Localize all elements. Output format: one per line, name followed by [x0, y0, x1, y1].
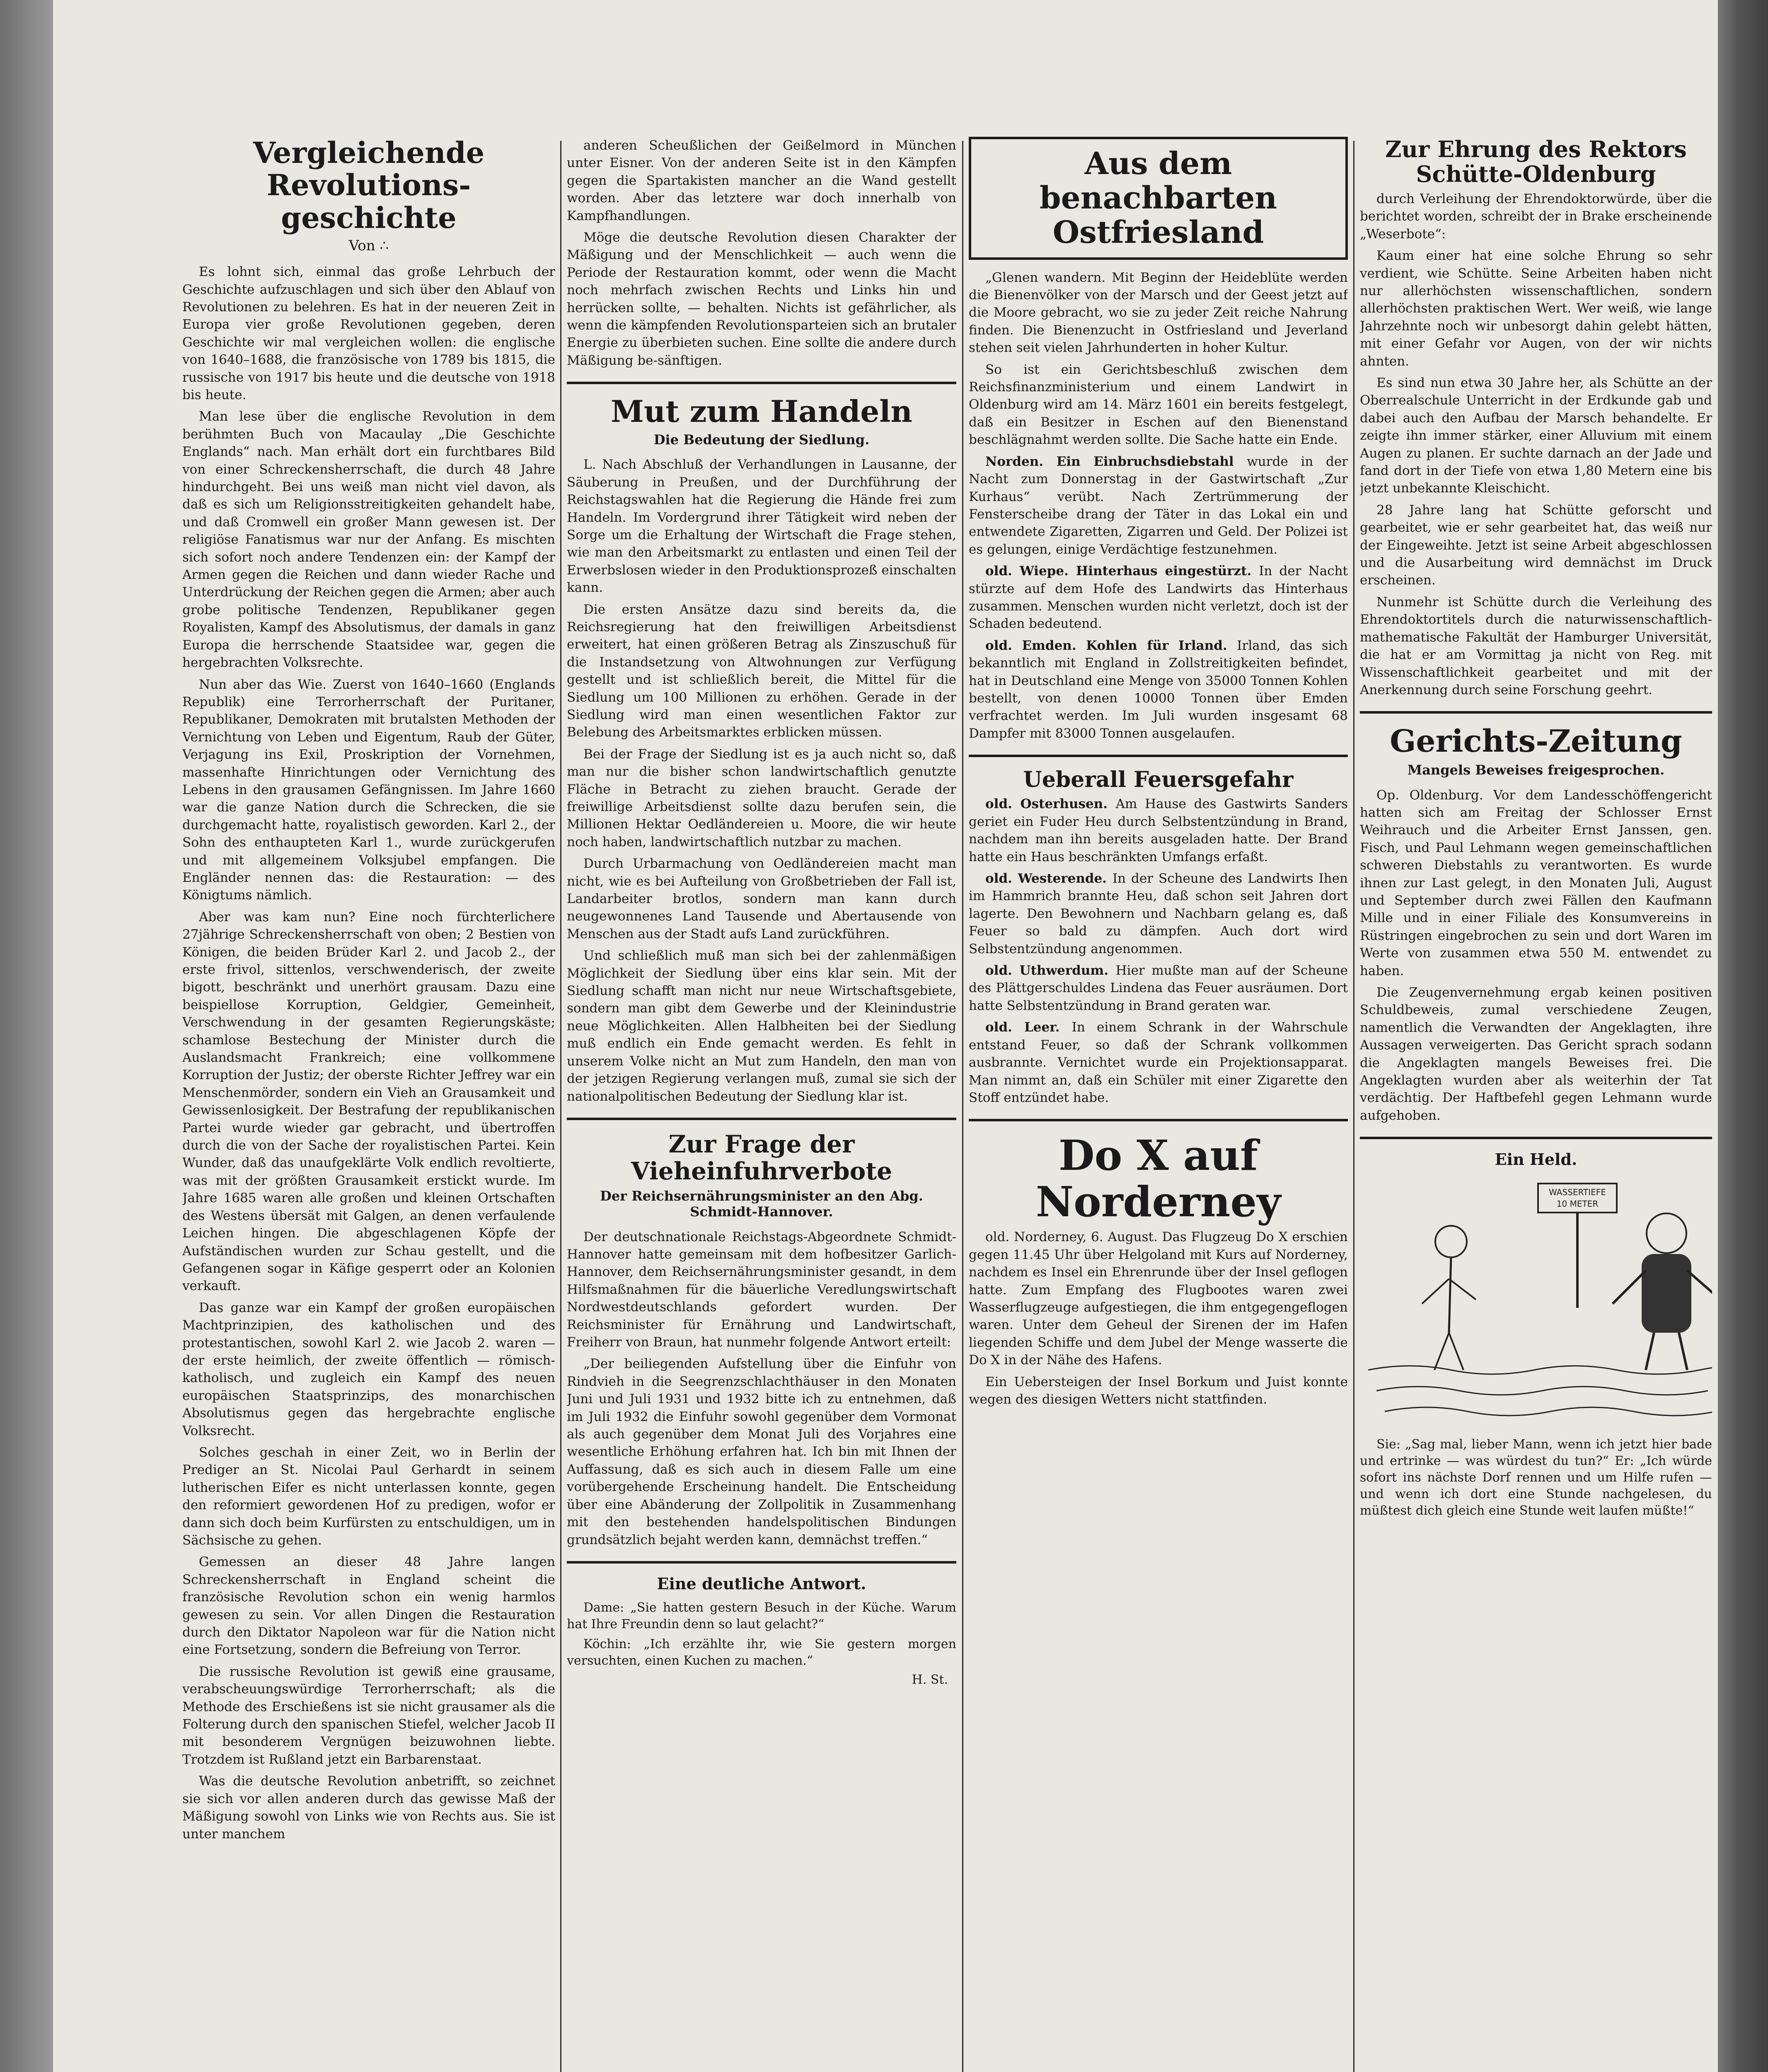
paragraph: Die Zeugenvernehmung ergab keinen positiven Schuldbeweis, zumal verschiedene Zeugen, namentlich die Verwandten der Angeklagten, ihre Aussagen verweigerten. Das Gericht sprach sodann die Angeklagten mangels Beweises frei. Die Angeklagten wurden aber als weiterhin der Tat verdächtig. Der Haftbefehl gegen Lehmann wurde aufgehoben.	[1360, 985, 1712, 1123]
news-item-head: old. Westerende.	[985, 871, 1113, 886]
article-divider	[1360, 1137, 1712, 1139]
article-headline: Ueberall Feuersgefahr	[1023, 767, 1294, 793]
column-rule	[560, 141, 561, 2072]
article-headline: Eine deutliche Antwort.	[657, 1574, 866, 1593]
news-item	[969, 637, 1348, 742]
paragraph: Möge die deutsche Revolution diesen Charakter der Mäßigung und der Menschlichkeit — auch wenn die Periode der Restauration kommt, oder wenn die Macht noch mehrfach zwischen Rechts und Links hin und herrücken sollte, — behalten. Nichts ist gefährlicher, als wenn die kämpfenden Revolutionsparteien sich an brutaler Energie zu überbieten suchen. Eine sollte die andere durch Mäßigung be-sänftigen.	[567, 230, 956, 368]
news-list	[969, 795, 1348, 1106]
article-divider	[567, 1561, 956, 1564]
column-rule	[1353, 141, 1354, 2072]
paragraph: Bei der Frage der Siedlung ist es ja auch nicht so, daß man nur die bisher schon landwirtschaftlich genutzte Fläche in Betracht zu ziehen braucht. Gerade der freiwillige Arbeitsdienst sollte dazu berufen sein, die Millionen Hektar Oedländereien u. Moore, die wir heute noch haben, landwirtschaftlich nutzbar zu machen.	[567, 746, 956, 850]
article-headline: Mut zum Handeln	[611, 394, 912, 429]
paragraph: Gemessen an dieser 48 Jahre langen Schreckensherrschaft in England scheint die französische Revolution schon ein wenig harmlos gewesen zu sein. Vor allen Dingen die Restauration durch den Diktator Napoleon war für die Nation nicht eine Fortsetzung, sondern die Befreiung von Terror.	[182, 1554, 555, 1658]
news-item-head: old. Uthwerdum.	[985, 963, 1116, 978]
article-body	[567, 1600, 956, 1669]
article-byline: Von ∴	[348, 237, 389, 254]
article-divider	[969, 755, 1348, 757]
news-item-text: wurde in der Nacht zum Donnerstag in der Gastwirtschaft „Zur Kurhaus“ verübt. Nach Zertrümmerung der Fensterscheibe drang der Täter in das Lokal ein und entwendete Zigaretten, Zigarren und Geld. Der Polizei ist es gelungen, einige Verdächtige festzunehmen.	[969, 454, 1348, 557]
article-body	[969, 1228, 1348, 1408]
paragraph: Op. Oldenburg. Vor dem Landesschöffengericht hatten sich am Freitag der Schlosser Ernst Weihrauch und die Arbeiter Ernst Janssen, gen. Fisch, und Paul Lehmann wegen gemeinschaftlichen schweren Diebstahls zu verantworten. Es wurde ihnen zur Last gelegt, in den Monaten Juli, August und September durch zwei Fällen den Kaufmann Mille und in einer Filiale des Konsumvereins in Rüstringen eingebrochen zu sein und dort Waren im Werte von zusammen etwa 550 M. entwendet zu haben.	[1360, 787, 1712, 978]
article-body	[182, 263, 555, 1843]
svg-text:10 METER: 10 METER	[1556, 1199, 1599, 1209]
news-item-head: old. Osterhusen.	[985, 796, 1116, 812]
article-headline: Gerichts-Zeitung	[1390, 724, 1682, 760]
paragraph: old. Norderney, 6. August. Das Flugzeug Do X erschien gegen 11.45 Uhr über Helgoland mit Kurs auf Norderney, nachdem es Insel ein Ehrenrunde über der Insel geflogen hatte. Zum Empfang des Flugbootes waren zwei Wasserflugzeuge aufgestiegen, die ihm entgegengeflogen waren. Unter dem Geheul der Sirenen der im Hafen liegenden Schiffe und dem Jubel der Menge wasserte die Do X in der Nähe des Hafens.	[969, 1230, 1348, 1368]
article-headline: Zur Ehrung des Rektors Schütte-Oldenburg	[1385, 137, 1687, 188]
article-body	[567, 456, 956, 1105]
article-headline: Do X auf Norderney	[1035, 1131, 1281, 1227]
news-list	[969, 453, 1348, 743]
news-item-text: In der Scheune des Landwirts Ihen im Hammrich brannte Heu, daß schon seit Jahren dort lagerte. Den Bewohnern und Nachbarn gelang es, daß Feuer so bald zu dämpfen. Auch dort wird Selbstentzündung angenommen.	[969, 871, 1348, 956]
paragraph: L. Nach Abschluß der Verhandlungen in Lausanne, der Säuberung in Preußen, und der Durchführung der Reichstagswahlen hat die Regierung die Hände frei zum Handeln. Im Vordergrund ihrer Tätigkeit wird neben der Sorge um die Erhaltung der Wirtschaft die Frage stehen, wie man den Arbeitsmarkt zu entlasten und einen Teil der Erwerbslosen wieder in den Produktionsprozeß einschalten kann.	[567, 457, 956, 595]
paragraph: Nun aber das Wie. Zuerst von 1640–1660 (Englands Republik) eine Terrorherrschaft der Puritaner, Republikaner, Demokraten mit brutalsten Methoden der Vernichtung von Leben und Eigentum, Raub der Güter, Verjagung ins Exil, Proskription der Vornehmen, massenhafte Hinrichtungen oder Vernichtung des Lebens in den grausamen Gefängnissen. Im Jahre 1660 war die ganze Nation durch die Schrecken, die sie durchgemacht hatte, royalistisch geworden. Karl 2., der Sohn des enthaupteten Karl 1., wurde zurückgerufen und mit allgemeinem Volksjubel empfangen. Die Engländer nennen das: die Restauration: — des Königtums nämlich.	[182, 677, 555, 903]
paragraph: durch Verleihung der Ehrendoktorwürde, über die berichtet worden, schreibt der in Brake erscheinende „Weserbote“:	[1360, 191, 1712, 242]
section-header-box: Aus dem benachbarten Ostfriesland	[969, 137, 1348, 260]
paragraph: Nunmehr ist Schütte durch die Verleihung des Ehrendoktortitels durch die naturwissenschaftlich-mathematische Fakultät der Hamburger Universität, die hat er am Vormittag ja nicht von Reg. mit Wissenschaftlichkeit gearbeitet und mit der Anerkennung durch seine Forschung geehrt.	[1360, 594, 1712, 697]
paragraph: Der deutschnationale Reichstags-Abgeordnete Schmidt-Hannover hatte gemeinsam mit dem hofbesitzer Garlich-Hannover, dem Reichsernährungsminister gesandt, in dem Hilfsmaßnahmen für die bäuerliche Veredlungswirtschaft Nordwestdeutschlands gefordert wurden. Der Reichsminister für Ernährung und Landwirtschaft, Freiherr von Braun, hat nunmehr folgende Antwort erteilt:	[567, 1229, 956, 1350]
article-subheadline: Der Reichsernährungsminister an den Abg. Schmidt-Hannover.	[600, 1188, 923, 1220]
article-headline: Ein Held.	[1495, 1150, 1577, 1169]
column-4	[1360, 137, 1712, 2072]
paragraph: Es lohnt sich, einmal das große Lehrbuch der Geschichte aufzuschlagen und sich über den Ablauf von Revolutionen zu belehren. Es hat in der neueren Zeit in Europa vier große Revolutionen gegeben, deren Geschichte wir mal vergleichen wollen: die englische von 1640–1688, die französische von 1789 bis 1815, die russische von 1917 bis heute und die deutsche von 1918 bis heute.	[182, 264, 555, 403]
author-initials: H. St.	[912, 1672, 948, 1687]
article-body	[567, 1228, 956, 1549]
column-3	[969, 137, 1348, 2072]
paragraph: Man lese über die englische Revolution in dem berühmten Buch von Macaulay „Die Geschichte Englands“ nach. Man erhält dort ein furchtbares Bild von einer Schreckensherrschaft, die durch 48 Jahre hindurchgeht. Bei uns weiß man nicht viel davon, als daß es sich um Religionsstreitigkeiten gehandelt habe, und daß Cromwell ein großer Mann gewesen ist. Der religiöse Fanatismus war nur der Anfang. Es mischten sich sofort noch andere Tendenzen ein: der Kampf der Armen gegen die Reichen und dann wieder Rache und Unterdrückung der Reichen gegen die Armen; aber auch grobe politische Tendenzen, Republikaner gegen Royalisten, Kampf des Absolutismus, der damals in ganz Europa die herrschende Staatsidee war, gegen die hergebrachten Volksrechte.	[182, 409, 555, 670]
paragraph: anderen Scheußlichen der Geißelmord in München unter Eisner. Von der anderen Seite ist in den Kämpfen gegen die Spartakisten mancher an die Wand gestellt worden. Aber das letztere war doch innerhalb von Kampfhandlungen.	[567, 138, 956, 223]
paragraph: Und schließlich muß man sich bei der zahlenmäßigen Möglichkeit der Siedlung über eins klar sein. Mit der Siedlung schafft man nicht nur neue Wirtschaftsgebiete, sondern man gibt dem Gewerbe und der Kleinindustrie neue Möglichkeiten. Allen Halbheiten bei der Siedlung muß endlich ein Ende gemacht werden. Es fehlt in unserem Volke nicht an Mut zum Handeln, den man von der jetzigen Regierung verlangen muß, zumal sie sich der nationalpolitischen Bedeutung der Siedlung klar ist.	[567, 948, 956, 1104]
paragraph: Köchin: „Ich erzählte ihr, wie Sie gestern morgen versuchten, einen Kuchen zu machen.“	[567, 1636, 956, 1668]
svg-text:WASSERTIEFE: WASSERTIEFE	[1549, 1187, 1606, 1198]
article-body	[1360, 190, 1712, 699]
column-1	[182, 137, 555, 2072]
cartoon-illustration	[1360, 1175, 1712, 1432]
paragraph: Die russische Revolution ist gewiß eine grausame, verabscheuungswürdige Terrorherrschaft; als die Methode des Erschießens ist sie nicht grausamer als die Folterung durch den spanischen Stiefel, welcher Jacob II mit besonderem Vergnügen beizuwohnen liebte. Trotzdem ist Rußland jetzt ein Barbarenstaat.	[182, 1664, 555, 1767]
article-divider	[1360, 711, 1712, 714]
news-item-text: Hier mußte man auf der Scheune des Plättgerschuldes Lindena das Feuer ausräumen. Dort hatte Selbstentzündung in Brand geraten war.	[969, 963, 1348, 1013]
news-item	[969, 562, 1348, 633]
article-headline: Vergleichende Revolutions-geschichte	[253, 137, 485, 235]
article-body	[1360, 787, 1712, 1125]
column-2	[567, 137, 956, 2072]
paragraph: Solches geschah in einer Zeit, wo in Berlin der Prediger an St. Nicolai Paul Gerhardt in seinem lutherischen Eifer es nicht unterlassen konnte, gegen den reformiert gewordenen Hof zu predigen, wofor er dann sich doch beim Kurfürsten zu entschuldigen, um in Sächsische zu gehen.	[182, 1445, 555, 1548]
news-item-text: In einem Schrank in der Wahrschule entstand Feuer, so daß der Schrank vollkommen ausbrannte. Vernichtet wurde ein Projektionsapparat. Man nimmt an, daß ein Schüler mit einer Zigarette den Stoff entzündet habe.	[969, 1020, 1348, 1105]
paragraph: Es sind nun etwa 30 Jahre her, als Schütte an der Oberrealschule Unterricht in der Erdkunde gab und dabei auch den Aufbau der Marsch behandelte. Er zeigte ihn immer stärker, einer Alluvium mit einem Augen zu planen. Er suchte darnach an der Jade und fand dort in der Tiefe von etwa 1,80 Metern eine bis jetzt unbekannte Kleischicht.	[1360, 375, 1712, 496]
news-item-text: Irland, das sich bekanntlich mit England in Zollstreitigkeiten befindet, hat in Deutschland eine Menge von 35000 Tonnen Kohlen bestellt, von denen 10000 Tonnen über Emden verfrachtet werden. Im Juli wurden insgesamt 68 Dampfer mit 83000 Tonnen ausgelaufen.	[969, 638, 1348, 741]
paragraph: Kaum einer hat eine solche Ehrung so sehr verdient, wie Schütte. Seine Arbeiten haben nicht nur allerhöchsten wissenschaftlichen, sondern allerhöchsten praktischen Wert. Wer weiß, wie lange Jahrzehnte noch wir unbesorgt dahin gelebt hätten, mit einer Gefahr vor Augen, von der wir nichts ahnten.	[1360, 248, 1712, 369]
cartoon-drawing	[1360, 1175, 1712, 1432]
news-item	[969, 962, 1348, 1014]
paragraph: „Glenen wandern. Mit Beginn der Heideblüte werden die Bienenvölker von der Marsch und der Geest jetzt auf die Moore gebracht, wo sie zu jeder Zeit reiche Nahrung finden. Die Bienenzucht in Ostfriesland und Jeverland stehen seit vielen Jahrhunderten in hoher Kultur.	[969, 270, 1348, 356]
news-item	[969, 1019, 1348, 1106]
article-subheadline: Mangels Beweises freigesprochen.	[1407, 762, 1665, 778]
news-item	[969, 870, 1348, 958]
article-continuation	[567, 137, 956, 369]
paragraph: 28 Jahre lang hat Schütte geforscht und gearbeitet, wie er sehr gearbeitet hat, das weiß nur der Eingeweihte. Jetzt ist seine Arbeit abgeschlossen und die Ausarbeitung wird demnächst im Druck erscheinen.	[1360, 502, 1712, 588]
article-headline: Zur Frage der Vieheinfuhrverbote	[631, 1130, 892, 1185]
news-item-text: In der Nacht stürzte auf dem Hofe des Landwirts das Hinterhaus zusammen. Menschen wurden nicht verletzt, doch ist der Schaden bedeutend.	[969, 564, 1348, 632]
article-divider	[567, 382, 956, 384]
news-item-head: Norden. Ein Einbruchsdiebstahl	[985, 454, 1247, 469]
article-divider	[969, 1119, 1348, 1121]
page-binding	[1718, 0, 1768, 2072]
cartoon-caption: Sie: „Sag mal, lieber Mann, wenn ich jetzt hier bade und ertrinke — was würdest du tun?“ Er: „Ich würde sofort ins nächste Dorf rennen und um Hilfe rufen — und wenn ich dort eine Stunde nachgelesen, du müßtest dich gleich eine Stunde weit laufen müßte!“	[1360, 1437, 1712, 1518]
column-rule	[962, 141, 963, 2072]
paragraph: Dame: „Sie hatten gestern Besuch in der Küche. Warum hat Ihre Freundin denn so laut gelacht?“	[567, 1600, 956, 1631]
paragraph: Das ganze war ein Kampf der großen europäischen Machtprinzipien, des katholischen und des protestantischen, sowohl Karl 2. wie Jacob 2. waren — der erste heimlich, der zweite öffentlich — römisch-katholisch, und zugleich ein Kampf des neuen europäischen Staatsprinzips, des monarchischen Absolutismus gegen das hergebrachte englische Volksrecht.	[182, 1300, 555, 1438]
news-item-head: old. Leer.	[985, 1020, 1072, 1035]
paragraph: Durch Urbarmachung von Oedländereien macht man nicht, wie es bei Aufteilung von Großbetrieben der Fall ist, Landarbeiter brotlos, sondern man kann durch neugewonnenes Land Tausende und Abertausende von Menschen aus der Stadt aufs Land zurückführen.	[567, 856, 956, 942]
article-subheadline: Die Bedeutung der Siedlung.	[653, 431, 870, 448]
news-item-head: old. Emden. Kohlen für Irland.	[985, 638, 1237, 653]
paragraph: So ist ein Gerichtsbeschluß zwischen dem Reichsfinanzministerium und einem Landwirt in Oldenburg wird am 14. März 1601 ein bereits festgelegt, daß ein Besitzer in Eschen auf den Bienenstand beschlägnahmt werden sollte. Die Sache hatte ein Ende.	[969, 362, 1348, 448]
news-item-text: Am Hause des Gastwirts Sanders geriet ein Fuder Heu durch Selbstentzündung in Brand, nachdem man ihn bereits ausgeladen hatte. Der Brand hatte ein Haus beschränkten Umfangs erfaßt.	[969, 796, 1348, 864]
paragraph: Die ersten Ansätze dazu sind bereits da, die Reichsregierung hat den freiwilligen Arbeitsdienst erweitert, hat einen größeren Betrag als Zinszuschuß für die Instandsetzung von Altwohnungen zur Verfügung gestellt und ist schließlich bereit, die Mittel für die Siedlung um 100 Millionen zu erhöhen. Gerade in der Siedlung wird man einen wesentlichen Faktor zur Belebung des Arbeitsmarktes erblicken müssen.	[567, 602, 956, 740]
news-item	[969, 795, 1348, 866]
paragraph: Was die deutsche Revolution anbetrifft, so zeichnet sie sich vor allen anderen durch das gewisse Maß der Mäßigung sowohl von Links wie von Rechts aus. Sie ist unter manchem	[182, 1774, 555, 1842]
paragraph: Ein Uebersteigen der Insel Borkum und Juist konnte wegen des diesigen Wetters nicht stattfinden.	[969, 1374, 1348, 1407]
article-divider	[567, 1118, 956, 1120]
article-body	[969, 269, 1348, 449]
page-edge-shadow	[0, 0, 53, 2072]
paragraph: Aber was kam nun? Eine noch fürchterlichere 27jährige Schreckensherrschaft von oben; 2 Bestien von Königen, die beiden Brüder Karl 2. und Jacob 2., der erste frivol, sittenlos, verschwenderisch, der zweite bigott, beschränkt und unerhört grausam. Dazu eine beispiellose Korruption, Geldgier, Gemeinheit, Verschwendung in der gesamten Regierungskäste; schamlose Bestechung der Minister durch die Auslandsmacht Frankreich; eine vollkommene Korruption der Justiz; der oberste Richter Jeffrey war ein Menschenmörder, sondern ein Vieh an Grausamkeit und Gewissenlosigkeit. Der Bestrafung der republikanischen Partei wurde wieder gar gebracht, und übertroffen durch die von der Sache der royalistischen Partei. Kein Wunder, daß das unaufgeklärte Volk endlich revoltierte, was mit der größten Grausamkeit erstickt wurde. Im Jahre 1685 waren alle großen und kleinen Ortschaften des Westens übersät mit Galgen, an denen verfaulende Leichen hingen. Die abgeschlagenen Köpfe der Aufständischen wurden zur Schau gestellt, und die Gefangenen sogar in Käfige gesperrt oder an Kolonien verkauft.	[182, 909, 555, 1294]
paragraph: „Der beiliegenden Aufstellung über die Einfuhr von Rindvieh in die Seegrenzschlachthäuser in den Monaten Juni und Juli 1931 und 1932 bitte ich zu entnehmen, daß im Juli 1932 die Einfuhr sowohl gegenüber dem Vormonat als auch gegenüber dem Monat Juli des Vorjahres eine wesentliche Erhöhung erfahren hat. Ich bin mit Ihnen der Auffassung, daß es sich auch in diesem Falle um eine vorübergehende Erscheinung handelt. Die Entscheidung über eine Abänderung der Zollpolitik in Zusammenhang mit den bestehenden handelspolitischen Bindungen grundsätzlich bejaht werden kann, demnächst treffen.“	[567, 1356, 956, 1547]
news-item-head: old. Wiepe. Hinterhaus eingestürzt.	[985, 564, 1259, 579]
news-item	[969, 453, 1348, 558]
